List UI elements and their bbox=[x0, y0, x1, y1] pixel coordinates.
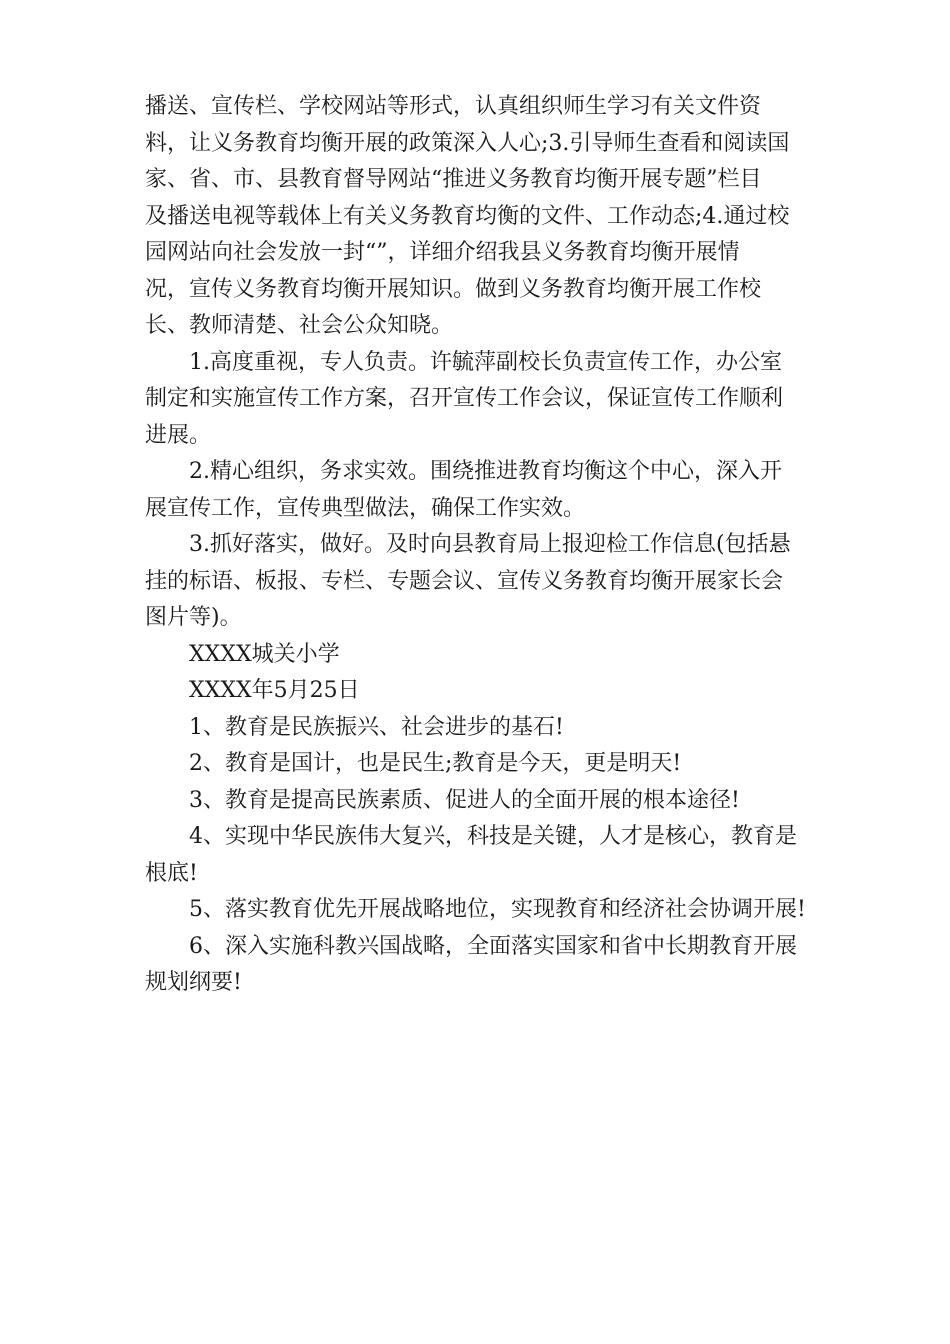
text-line: 1.高度重视，专人负责。许毓萍副校长负责宣传工作，办公室 bbox=[189, 349, 782, 375]
signature-date: XXXX年5月25日 bbox=[189, 678, 360, 703]
signature-school: XXXX城关小学 bbox=[189, 641, 340, 667]
text-line: 2.精心组织，务求实效。围绕推进教育均衡这个中心，深入开 bbox=[189, 459, 782, 484]
slogan-item: 1、教育是民族振兴、社会进步的基石! bbox=[189, 714, 564, 740]
slogan-item: 4、实现中华民族伟大复兴，科技是关键，人才是核心，教育是 bbox=[189, 824, 797, 849]
text-line: 料，让义务教育均衡开展的政策深入人心;3.引导师生查看和阅读国 bbox=[145, 130, 790, 156]
text-line: 长、教师清楚、社会公众知晓。 bbox=[145, 313, 454, 338]
text-line: 况，宣传义务教育均衡开展知识。做到义务教育均衡开展工作校 bbox=[145, 276, 762, 302]
text-line: 图片等)。 bbox=[145, 605, 242, 630]
text-line: 园网站向社会发放一封“”，详细介绍我县义务教育均衡开展情 bbox=[145, 240, 740, 265]
text-line: 制定和实施宣传工作方案，召开宣传工作会议，保证宣传工作顺利 bbox=[145, 386, 784, 411]
text-line: 3.抓好落实，做好。及时向县教育局上报迎检工作信息(包括悬 bbox=[189, 532, 791, 557]
text-line: 及播送电视等载体上有关义务教育均衡的文件、工作动态;4.通过校 bbox=[145, 203, 790, 229]
text-line: 进展。 bbox=[145, 422, 212, 448]
text-line: 展宣传工作，宣传典型做法，确保工作实效。 bbox=[145, 495, 586, 521]
slogan-item-continued: 规划纲要! bbox=[145, 970, 242, 995]
slogan-item-continued: 根底! bbox=[145, 860, 198, 886]
slogan-item: 6、深入实施科教兴国战略，全面落实国家和省中长期教育开展 bbox=[189, 933, 797, 959]
text-line: 家、省、市、县教育督导网站“推进义务教育均衡开展专题”栏目 bbox=[145, 167, 762, 192]
document-body bbox=[145, 89, 815, 1002]
text-line: 挂的标语、板报、专栏、专题会议、宣传义务教育均衡开展家长会 bbox=[145, 568, 784, 594]
slogan-item: 3、教育是提高民族素质、促进人的全面开展的根本途径! bbox=[189, 787, 740, 813]
slogan-item: 2、教育是国计，也是民生;教育是今天，更是明天! bbox=[189, 751, 682, 776]
text-line: 播送、宣传栏、学校网站等形式，认真组织师生学习有关文件资 bbox=[145, 94, 762, 119]
slogan-item: 5、落实教育优先开展战略地位，实现教育和经济社会协调开展! bbox=[189, 897, 806, 922]
